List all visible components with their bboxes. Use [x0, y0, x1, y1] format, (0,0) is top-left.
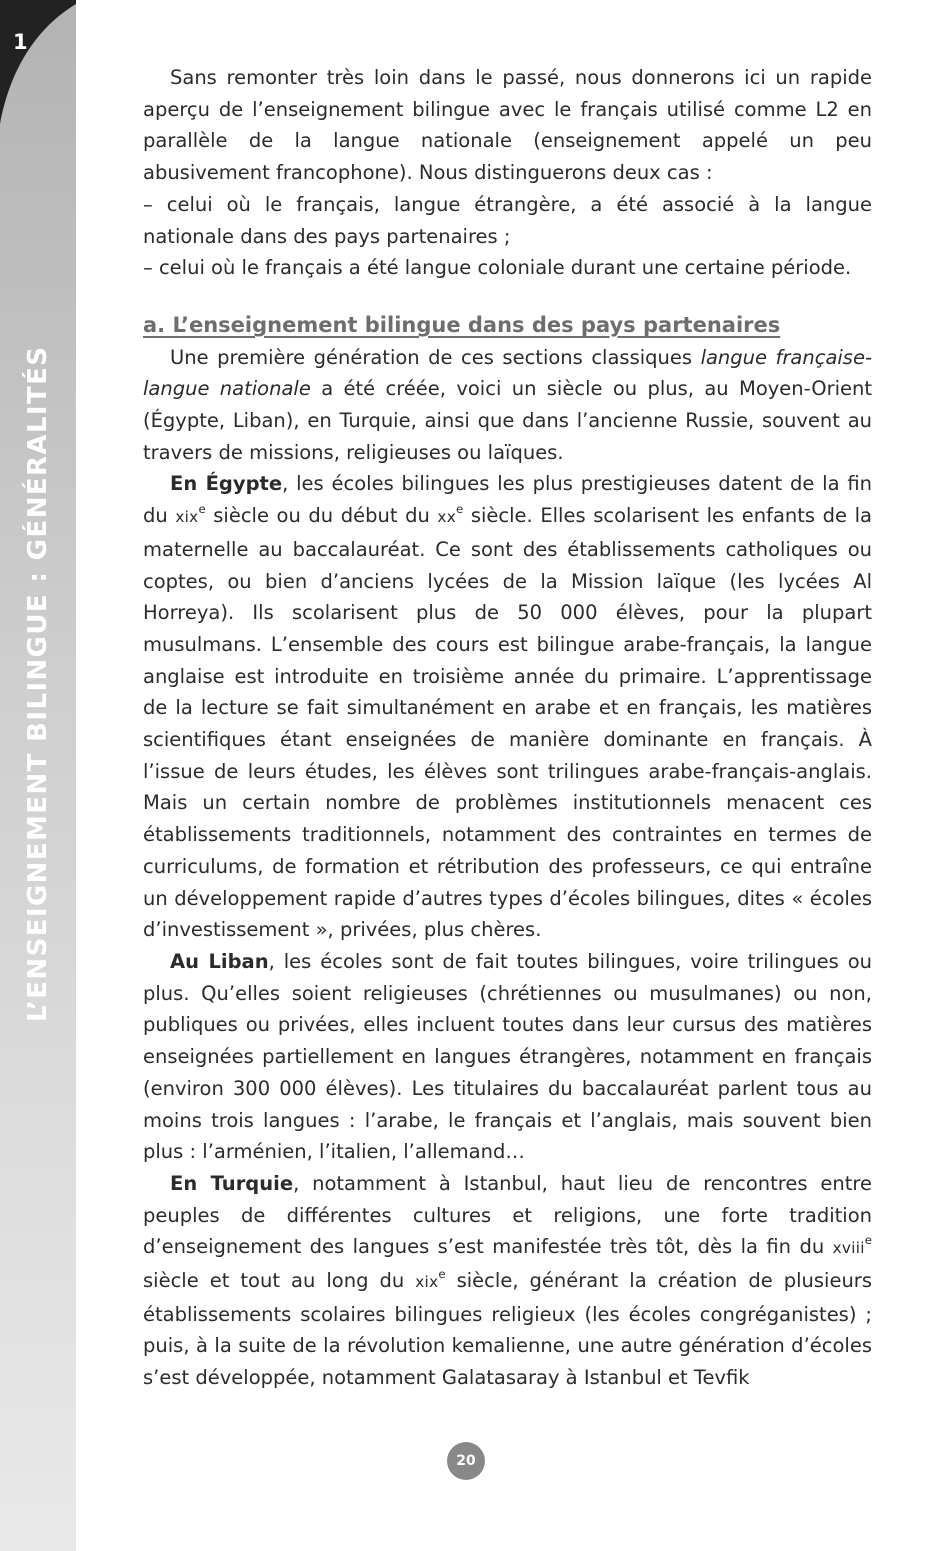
ordinal-suffix: e [438, 1267, 446, 1282]
text-run: siècle et tout au long du [143, 1269, 416, 1293]
ordinal-suffix: e [864, 1233, 872, 1248]
ordinal-suffix: e [456, 502, 464, 517]
page-number: 20 [447, 1442, 485, 1480]
text-run: , les écoles bilingues les plus prestigieuses datent de la fin du [143, 472, 872, 528]
intro-list-item: – celui où le français, langue étrangère, a été associé à la langue nationale dans des pays partenaires ; [143, 192, 872, 248]
paragraph-egypt [143, 468, 872, 946]
section-heading: a. L’enseignement bilingue dans des pays partenaires [143, 312, 781, 337]
italic-term: langue française-langue nationale [143, 345, 873, 401]
century-numeral: xx [437, 508, 457, 527]
text-run: , les écoles sont de fait toutes bilingues, voire trilingues ou plus. Qu’elles soient religieuses (chrétiennes ou musulmanes) ou non, publiques ou privées, elles incluent toutes dans leur cursus des matières enseignées partiellement en langues étrangères, notamment en français (environ 300 000 élèves). Les titulaires du baccalauréat parlent tous au moins trois langues : l’arabe, le français et l’anglais, mais souvent bien plus : l’arménien, l’italien, l’allemand… [143, 949, 872, 1164]
page-body [143, 62, 872, 1394]
paragraph-turquie [143, 1168, 872, 1394]
chapter-number: 1 [13, 30, 28, 54]
intro-list-item: – celui où le français a été langue coloniale durant une certaine période. [143, 256, 852, 280]
chapter-title: L’ENSEIGNEMENT BILINGUE : GÉNÉRALITÉS [23, 345, 53, 1022]
intro-paragraph: Sans remonter très loin dans le passé, nous donnerons ici un rapide aperçu de l’enseignement bilingue avec le français utilisé comme L2 en parallèle de la langue nationale (enseignement appelé un peu abusivement francophone). Nous distinguerons deux cas : [143, 66, 872, 185]
paragraph-lead-turquie: En Turquie [170, 1171, 294, 1195]
century-numeral: xix [175, 508, 199, 527]
text-run: Une première génération de ces sections classiques [170, 345, 701, 369]
text-run: siècle, générant la création de plusieurs établissements scolaires bilingues religieux (les écoles congréganistes) ; puis, à la suite de la révolution kemalienne, une autre génération d’écoles s’est développée, notamment Galatasaray à Istanbul et Tevfik [143, 1269, 872, 1390]
ordinal-suffix: e [198, 502, 206, 517]
paragraph-first-generation [143, 342, 872, 469]
text-run: siècle. Elles scolarisent les enfants de la maternelle au baccalauréat. Ce sont des établissements catholiques ou coptes, ou bien d’anciens lycées de la Mission laïque (les lycées Al Horreya). Ils scolarisent plus de 50 000 élèves, pour la plupart musulmans. L’ensemble des cours est bilingue arabe-français, la langue anglaise est introduite en troisième année du primaire. L’apprentissage de la lecture se fait simultanément en arabe et en français, les matières scientifiques étant enseignées de manière dominante en français. À l’issue de leurs études, les élèves sont trilingues arabe-français-anglais. Mais un certain nombre de problèmes institutionnels menacent ces établissements traditionnels, notamment des contraintes en termes de curriculums, de formation et rétribution des professeurs, ce qui entraîne un développement rapide d’autres types d’écoles bilingues, dites « écoles d’investissement », privées, plus chères. [143, 504, 872, 942]
text-run: , notamment à Istanbul, haut lieu de rencontres entre peuples de différentes cultures et religions, une forte tradition d’enseignement des langues s’est manifestée très tôt, dès la fin du [143, 1171, 872, 1259]
paragraph-lead-egypt: En Égypte [170, 472, 283, 496]
chapter-tab-shape [0, 0, 76, 124]
paragraph-liban [143, 946, 872, 1168]
paragraph-lead-liban: Au Liban [170, 949, 269, 973]
century-numeral: xix [415, 1273, 439, 1292]
text-run: siècle ou du début du [205, 504, 438, 528]
chapter-sidebar [0, 0, 76, 1551]
chapter-tab [0, 0, 76, 124]
century-numeral: xviii [832, 1239, 865, 1258]
text-run: a été créée, voici un siècle ou plus, au Moyen-Orient (Égypte, Liban), en Turquie, ainsi que dans l’ancienne Russie, souvent au travers de missions, religieuses ou laïques. [143, 377, 873, 464]
